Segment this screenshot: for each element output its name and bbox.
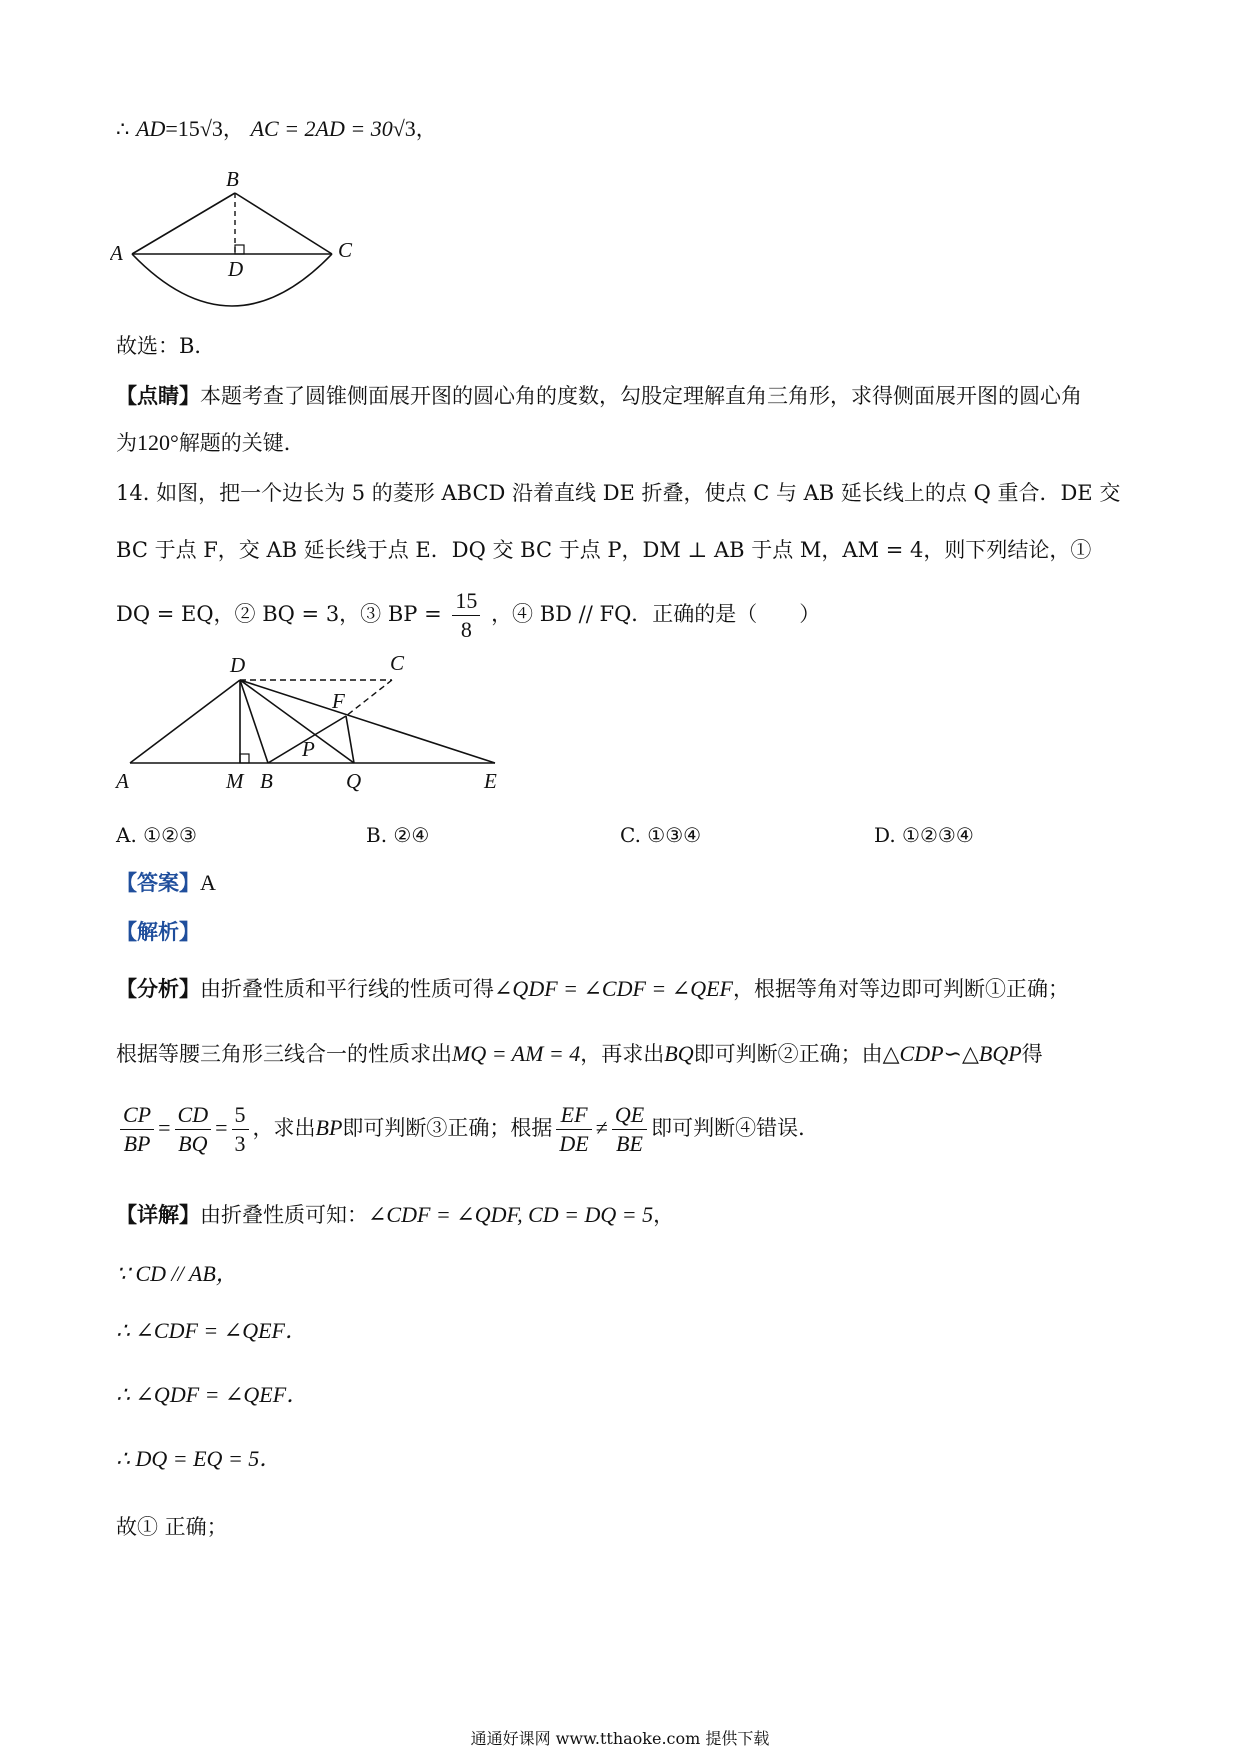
line-dianjing-2: 为120°解题的关键． [116,430,305,455]
fraction-cd-bq: $\frac{CD}{BQ}$ [175,1101,212,1158]
label-d: D [228,257,244,281]
line-choose-b: 故选：B． [116,334,216,358]
segment-fq [346,716,354,763]
label-c: C [338,238,353,262]
label-b: B [260,769,273,793]
line-ad-ac: ∴ AD=15√3， AC = 2AD = 30√3， [116,116,437,141]
page-footer: 通通好课网 www.tthaoke.com 提供下载 [470,1729,770,1748]
label-q: Q [346,769,362,793]
figure-sector-abc [110,168,370,318]
label-a: A [116,769,129,793]
detail-line-6: 故① 正确； [116,1515,228,1539]
line-dianjing: 【点睛】本题考查了圆锥侧面展开图的圆心角的度数，勾股定理解直角三角形，求得侧面展开图的圆心角 [116,383,1082,408]
label-d: D [230,653,246,677]
option-d: D. ①②③④ [874,823,974,847]
detail-line-2: ∵ CD // AB， [116,1261,238,1286]
question-line-3: DQ = EQ，② BQ = 3，③ BP = $\frac{15}{8}$ ，④ BD // FQ．正确的是（ ） [116,588,821,642]
label-b: B [226,168,239,191]
right-angle-mark-m [240,754,249,763]
label-f: F [332,689,345,713]
detail-line-3: ∴ ∠CDF = ∠QEF． [116,1318,307,1343]
option-c: C. ①③④ [620,823,702,847]
analysis-line-1: 【分析】由折叠性质和平行线的性质可得∠QDF = ∠CDF = ∠QEF，根据等角对等边即可判断①正确； [116,976,1069,1001]
label-c: C [390,651,405,675]
detail-line-1: 【详解】由折叠性质可知：∠CDF = ∠QDF, CD = DQ = 5， [116,1202,675,1227]
jiexi-line: 【解析】 [116,919,200,944]
label-e: E [484,769,497,793]
answer-line: 【答案】A [116,870,216,895]
fraction-15-8: $\frac{15}{8}$ [452,587,480,644]
label-m: M [226,769,244,793]
question-line-1: 14. 如图，把一个边长为 5 的菱形 ABCD 沿着直线 DE 折叠，使点 C 与 AB 延长线上的点 Q 重合．DE 交 [116,481,1121,505]
label-p: P [302,737,315,761]
right-angle-mark [235,245,244,254]
fraction-qe-be: $\frac{QE}{BE}$ [612,1101,647,1158]
question-line-2: BC 于点 F，交 AB 延长线于点 E．DQ 交 BC 于点 P，DM ⊥ AB 于点 M，AM = 4，则下列结论，① [116,538,1092,562]
segment-bc [235,193,332,254]
option-b: B. ②④ [366,823,430,847]
segment-cf-dashed [346,680,392,716]
analysis-line-2: 根据等腰三角形三线合一的性质求出MQ = AM = 4，再求出BQ即可判断②正确；由△CDP∽△BQP得 [116,1041,1043,1066]
segment-ad [130,680,240,763]
detail-line-4: ∴ ∠QDF = ∠QEF． [116,1382,309,1407]
fraction-ef-de: $\frac{EF}{DE}$ [556,1101,591,1158]
analysis-line-3: $\frac{CP}{BP}$ = $\frac{CD}{BQ}$ = $\frac{5}{3}$ ，求出BP即可判断③正确；根据 $\frac{EF}{DE}$ ≠ $\frac{QE}{BE}$ 即可判断④错误． [116,1098,819,1158]
figure-rhombus-fold [110,648,510,798]
label-a: A [110,241,123,265]
segment-db [240,680,268,763]
segment-de [240,680,495,763]
fraction-5-3: $\frac{5}{3}$ [232,1101,249,1158]
detail-line-5: ∴ DQ = EQ = 5． [116,1446,282,1471]
fraction-cp-bp: $\frac{CP}{BP}$ [120,1101,154,1158]
option-a: A. ①②③ [116,823,197,847]
segment-ab [132,193,235,254]
